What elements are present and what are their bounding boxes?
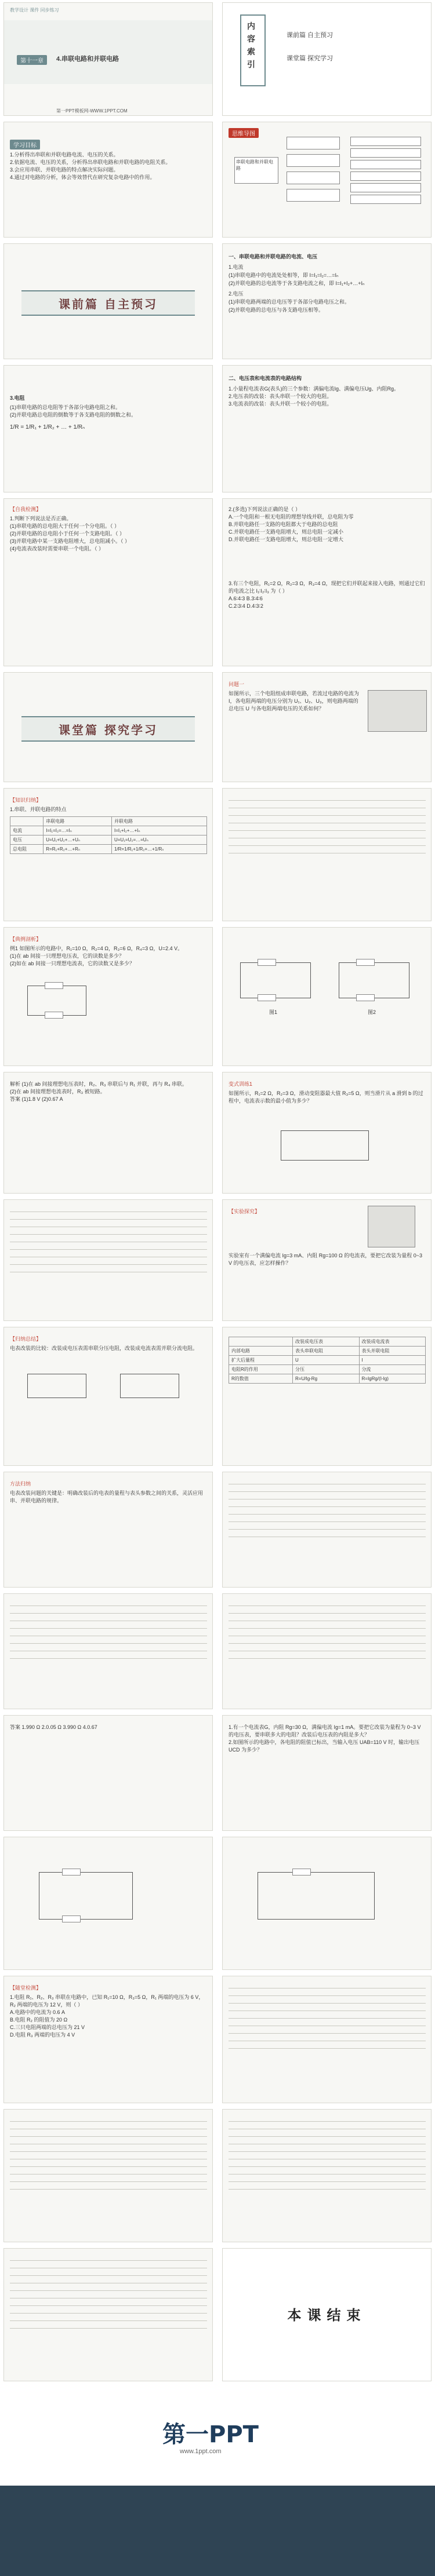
knowledge-table-cell: 并联电路 bbox=[111, 817, 206, 826]
knowledge-table-cell: 1/R=1/R₁+1/R₂+…+1/Rₙ bbox=[111, 845, 206, 854]
compare-table-cell: R=IgRg/(I-Ig) bbox=[359, 1374, 426, 1384]
case-slide bbox=[3, 927, 213, 1066]
knowledge-table-cell: I=I₁+I₂+…+Iₙ bbox=[111, 826, 206, 835]
knowledge-table-row bbox=[10, 845, 207, 854]
brand-url[interactable]: www.1ppt.com bbox=[180, 2448, 222, 2455]
prep-heading: 一、串联电路和并联电路的电流、电压 bbox=[229, 254, 318, 260]
conclusion-tag: 【归纳总结】 bbox=[10, 1336, 42, 1342]
site-text: 第一PPT模板网-WWW.1PPT.COM bbox=[56, 108, 128, 114]
q-right-text: 2.(多选)下列说法正确的是（ ） A.一个电阻和一根无电阻的理想导线并联，总电阻为零 B.并联电路任一支路的电阻都大于电路的总电阻 C.并联电路任一支路电阻增大，则总电阻一定减小 D.并联电路任一支路电阻增大，则总电阻一定增大 bbox=[229, 506, 354, 542]
brand-area bbox=[0, 2393, 435, 2480]
compare-table-cell: 扩大后量程 bbox=[229, 1356, 293, 1365]
knowledge-table-row bbox=[10, 826, 207, 835]
lesson-title: 4.串联电路和并联电路 bbox=[56, 56, 119, 63]
toc-item-1[interactable]: 课前篇 自主预习 bbox=[287, 32, 334, 39]
apply-tag: 【实验探究】 bbox=[229, 1209, 260, 1214]
exercises-text: 1.有一个电流表G，内阻 Rg=30 Ω，满偏电流 Ig=1 mA。要把它改装为量程为 0~3 V 的电压表，要串联多大的电阻？改装后电压表的内阻是多大？ 2.如图所示的电路中，各电阻的阻值已标出，当输入电压 UAB=110 V 时，输出电压 UCD 为多少？ bbox=[229, 1724, 421, 1753]
fig1-label: 图1 bbox=[269, 1009, 278, 1015]
compare-table-row bbox=[229, 1347, 426, 1356]
prep-p1: 1.电流 bbox=[229, 264, 244, 270]
chapter-tag: 第十一章 bbox=[17, 55, 47, 65]
toc-title: 内容索引 bbox=[247, 22, 255, 70]
meter-slide bbox=[222, 365, 432, 492]
answers-slide bbox=[3, 1715, 213, 1831]
knowledge-table-cell: 串联电路 bbox=[44, 817, 112, 826]
explore-slide bbox=[222, 672, 432, 782]
q-right-text2: 3.有三个电阻，R₁=2 Ω，R₂=3 Ω，R₃=4 Ω，现把它们并联起来接入电路，则通过它们的电流之比 I₁∶I₂∶I₃ 为（ ） A.6∶4∶3 B.3∶4∶6 C.2∶3∶4 D.4∶3∶2 bbox=[229, 581, 425, 609]
solution2-slide bbox=[3, 1199, 213, 1321]
knowledge-table-row bbox=[10, 817, 207, 826]
meter-photo bbox=[368, 1206, 415, 1247]
knowledge-table-cell: 电流 bbox=[10, 826, 44, 835]
prep-banner: 课前篇 自主预习 bbox=[21, 290, 195, 316]
compare-table-cell: 分流 bbox=[359, 1365, 426, 1374]
q-right-slide bbox=[222, 498, 432, 666]
goals-tag: 学习目标 bbox=[10, 140, 40, 149]
circuit-slide bbox=[3, 1837, 213, 1970]
method-text: 电表改装问题的关键是：明确改装后的电表的量程与表头参数之间的关系，灵活应用串、并联电路的规律。 bbox=[10, 1490, 204, 1504]
conclusion-text: 电表改装的比较：改装成电压表需串联分压电阻，改装成电流表需并联分流电阻。 bbox=[10, 1345, 198, 1351]
compare-table-cell: U bbox=[293, 1356, 359, 1365]
conclusion-slide bbox=[3, 1327, 213, 1466]
final-q-slide bbox=[3, 2109, 213, 2242]
judge-text: 1.判断下列说法是否正确。 (1)串联电路的总电阻大于任何一个分电阻。（ ） (2)并联电路的总电阻小于任何一个支路电阻。（ ） (3)并联电路中某一支路电阻增大，总电阻减小。（ ） (4)电流表改装时需要串联一个电阻。（ ） bbox=[10, 516, 130, 552]
table2-slide bbox=[222, 1327, 432, 1466]
final-q-right-slide bbox=[222, 2109, 432, 2242]
apply-slide bbox=[222, 1199, 432, 1321]
prep-p3: (2)并联电路的总电流等于各支路电流之和，即 I=I₁+I₂+…+Iₙ bbox=[229, 280, 365, 286]
prep-p4: 2.电压 bbox=[229, 291, 244, 297]
answers-text: 答案 1.990 Ω 2.0.05 Ω 3.990 Ω 4.0.67 bbox=[10, 1724, 97, 1730]
resist-slide bbox=[3, 365, 213, 492]
compare-table-row bbox=[229, 1374, 426, 1384]
practice-text: 如图所示，R₁=2 Ω，R₂=3 Ω，滑动变阻器最大值 R₃=5 Ω，则当滑片从 a 滑到 b 的过程中，电流表示数的最小值为多少？ bbox=[229, 1090, 423, 1104]
mindmap-slide bbox=[222, 122, 432, 238]
case-figs-slide bbox=[222, 927, 432, 1066]
knowledge-title: 1.串联、并联电路的特点 bbox=[10, 807, 67, 812]
compare-table-cell: R的数值 bbox=[229, 1374, 293, 1384]
toc-slide bbox=[222, 2, 432, 116]
prep-slide bbox=[222, 243, 432, 359]
solution-slide bbox=[3, 1072, 213, 1194]
compare-table-row bbox=[229, 1356, 426, 1365]
prep-p5: (1)串联电路两端的总电压等于各部分电路电压之和。 bbox=[229, 299, 350, 305]
meter-text: 1.小量程电流表G(表头)的三个参数：满偏电流Ig、满偏电压Ug、内阻Rg。 2.电压表的改装：表头串联一个较大的电阻。 3.电流表的改装：表头并联一个较小的电阻。 bbox=[229, 386, 400, 407]
knowledge-table-cell: U=U₁+U₂+…+Uₙ bbox=[44, 835, 112, 845]
compare-table-row bbox=[229, 1337, 426, 1347]
fig2-label: 图2 bbox=[368, 1009, 376, 1015]
final-slide-left bbox=[3, 2248, 213, 2381]
class-banner-slide bbox=[3, 672, 213, 782]
compare-table-cell bbox=[229, 1337, 293, 1347]
resist-text: (1)串联电路的总电阻等于各部分电路电阻之和。 (2)并联电路总电阻的倒数等于各支路电阻的倒数之和。 bbox=[10, 404, 137, 418]
compare-table-cell: 改装成电流表 bbox=[359, 1337, 426, 1347]
explore-text: 如图所示，三个电阻组成串联电路，若流过电路的电流为 I，各电阻两端的电压分别为 U₁、U₂、U₃，则电路两端的总电压 U 与各电阻两端电压的关系如何？ bbox=[229, 691, 360, 711]
case-tag: 【典例剖析】 bbox=[10, 936, 42, 942]
explore-tag: 问题一 bbox=[229, 681, 245, 687]
mindmap-tag: 思维导图 bbox=[229, 128, 259, 138]
resist-heading: 3.电阻 bbox=[10, 395, 25, 401]
summary-slide bbox=[3, 1976, 213, 2103]
prep-p6: (2)并联电路的总电压与各支路电压相等。 bbox=[229, 307, 324, 313]
mindmap-center: 串联电路和并联电路 bbox=[234, 157, 278, 184]
explore-photo bbox=[368, 690, 427, 732]
practice-slide bbox=[222, 1072, 432, 1194]
toc-item-2[interactable]: 课堂篇 探究学习 bbox=[287, 55, 334, 62]
compare-table-cell: 改装成电压表 bbox=[293, 1337, 359, 1347]
judge-slide bbox=[3, 498, 213, 666]
end-slide bbox=[222, 2248, 432, 2381]
compare-table-cell: I bbox=[359, 1356, 426, 1365]
prep-p2: (1)串联电路中的电流处处相等，即 I=I₁=I₂=…=Iₙ bbox=[229, 272, 339, 278]
summary-text: 1.电阻 R₁、R₂、R₃ 串联在电路中，已知 R₁=10 Ω，R₃=5 Ω，R₁ 两端的电压为 6 V，R₂ 两端的电压为 12 V，则（ ） A.电路中的电流为 0.6 A B.电阻 R₂ 的阻值为 20 Ω C.三只电阻两端的总电压为 21 V D.电阻 R₃ 两端的电压为 4 V bbox=[10, 1994, 204, 2038]
class-banner: 课堂篇 探究学习 bbox=[21, 716, 195, 742]
knowledge-right-slide bbox=[222, 788, 432, 921]
compare-table-cell: 电阻R的作用 bbox=[229, 1365, 293, 1374]
method-right-slide bbox=[222, 1472, 432, 1588]
knowledge-table-cell: 电压 bbox=[10, 835, 44, 845]
footer-bar bbox=[0, 2486, 435, 2576]
knowledge-table-cell: I=I₁=I₂=…=Iₙ bbox=[44, 826, 112, 835]
compare-table-row bbox=[229, 1365, 426, 1374]
method-tag: 方法归纳 bbox=[10, 1481, 31, 1487]
circuit-right-slide bbox=[222, 1837, 432, 1970]
apply-text: 实验室有一个满偏电流 Ig=3 mA、内阻 Rg=100 Ω 的电流表，要把它改装为量程 0~3 V 的电压表，应怎样操作？ bbox=[229, 1253, 423, 1266]
practice-tag: 变式训练1 bbox=[229, 1081, 253, 1087]
prep-banner-slide bbox=[3, 243, 213, 359]
knowledge-table-cell: 总电阻 bbox=[10, 845, 44, 854]
knowledge-table-row bbox=[10, 835, 207, 845]
compare-table-cell: R=U/Ig-Rg bbox=[293, 1374, 359, 1384]
end-title: 本课结束 bbox=[287, 2307, 367, 2323]
compare-table-cell: 分压 bbox=[293, 1365, 359, 1374]
judge-tag: 【自我检测】 bbox=[10, 506, 42, 512]
knowledge-tag: 【知识归纳】 bbox=[10, 797, 42, 803]
solution-text: 解析 (1)在 ab 间接理想电压表时，R₂、R₃ 串联后与 R₁ 并联，再与 R₄ 串联。 (2)在 ab 间接理想电流表时，R₃ 被短路。 答案 (1)1.8 V (2)0.67 A bbox=[10, 1081, 187, 1102]
exercises-slide bbox=[222, 1715, 432, 1831]
case-ex1: 例1 如图所示的电路中，R₁=10 Ω，R₂=4 Ω，R₃=6 Ω，R₄=3 Ω，U=2.4 V。 (1)在 ab 间接一只理想电压表，它的读数是多少？ (2)如在 ab 间接一只理想电流表，它的读数又是多少？ bbox=[10, 946, 183, 966]
cover-slide bbox=[3, 2, 213, 116]
knowledge-table bbox=[10, 816, 207, 854]
compare-table-cell: 表头并联电阻 bbox=[359, 1347, 426, 1356]
resist-formula: 1/R = 1/R₁ + 1/R₂ + … + 1/Rₙ bbox=[10, 424, 85, 430]
cover-logo-text: 教学设计 课件 同步练习 bbox=[10, 8, 59, 13]
compare-table bbox=[229, 1337, 426, 1384]
method-slide bbox=[3, 1472, 213, 1588]
knowledge-table-cell: U=U₁=U₂=…=Uₙ bbox=[111, 835, 206, 845]
summary-tag: 【随堂检测】 bbox=[10, 1985, 42, 1991]
goals-slide bbox=[3, 122, 213, 238]
knowledge-table-cell bbox=[10, 817, 44, 826]
summary-right-slide bbox=[222, 1976, 432, 2103]
goals-text: 1.分析得出串联和并联电路电流、电压的关系。 2.依据电流、电压的关系，分析得出串联电路和并联电路的电阻关系。 3.会应用串联、并联电路的特点解决实际问题。 4.通过对电路的分析，体会等效替代在研究复杂电路中的作用。 bbox=[10, 152, 171, 180]
knowledge-table-cell: R=R₁+R₂+…+Rₙ bbox=[44, 845, 112, 854]
knowledge-slide bbox=[3, 788, 213, 921]
compare-table-cell: 表头串联电阻 bbox=[293, 1347, 359, 1356]
brand-logo: 第一PPT bbox=[162, 2421, 259, 2448]
meter-heading: 二、电压表和电流表的电路结构 bbox=[229, 375, 302, 381]
practice2-right-slide bbox=[222, 1593, 432, 1709]
practice2-slide bbox=[3, 1593, 213, 1709]
compare-table-cell: 内部电路 bbox=[229, 1347, 293, 1356]
